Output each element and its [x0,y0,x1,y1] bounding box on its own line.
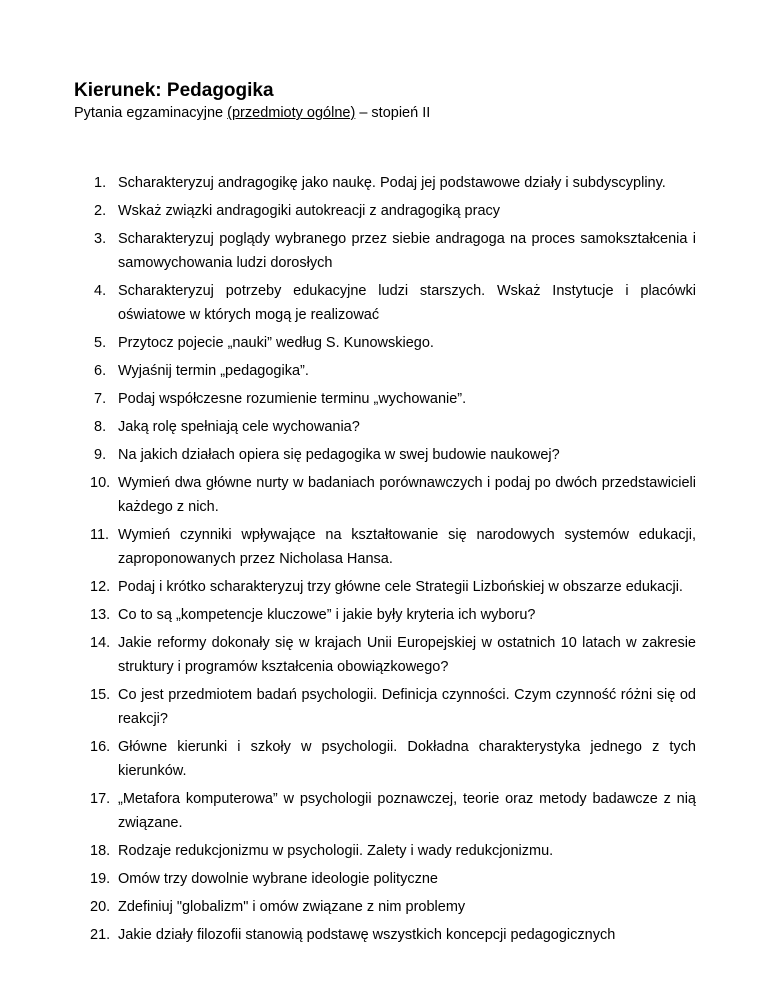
page-title: Kierunek: Pedagogika [74,80,274,101]
question-number: 21. [90,927,111,943]
question-item [0,735,768,783]
question-item [0,631,768,679]
question-text: Na jakich działach opiera się pedagogika w swej budowie naukowej? [118,447,560,463]
subtitle-degree-text: – stopień II [355,105,431,121]
question-number: 1. [94,175,107,191]
question-text: Podaj współczesne rozumienie terminu „wychowanie”. [118,391,467,407]
question-item [0,279,768,327]
question-number: 2. [94,203,107,219]
question-text: Wymień dwa główne nurty w badaniach porównawczych i podaj po dwóch przedstawicieli każdego z nich. [118,475,696,515]
question-number: 16. [90,739,111,755]
question-number: 19. [90,871,111,887]
question-item [0,227,768,275]
question-text: Co jest przedmiotem badań psychologii. Definicja czynności. Czym czynność różni się od reakcji? [118,687,696,727]
question-item [0,331,768,355]
question-text: Przytocz pojecie „nauki” według S. Kunowskiego. [118,335,434,351]
question-item [0,787,768,835]
question-item [0,523,768,571]
question-item [0,471,768,519]
question-item [0,683,768,731]
question-number: 17. [90,791,111,807]
question-text: Jakie działy filozofii stanowią podstawę wszystkich koncepcji pedagogicznych [118,927,616,943]
question-text: Wyjaśnij termin „pedagogika”. [118,363,309,379]
question-item [0,199,768,223]
question-number: 3. [94,231,107,247]
question-number: 14. [90,635,111,651]
question-text: Omów trzy dowolnie wybrane ideologie polityczne [118,871,438,887]
question-text: Scharakteryzuj poglądy wybranego przez siebie andragoga na proces samokształcenia i samowychowania ludzi dorosłych [118,231,696,271]
question-text: Wskaż związki andragogiki autokreacji z andragogiką pracy [118,203,501,219]
question-number: 10. [90,475,111,491]
question-number: 11. [90,527,110,543]
question-text: Główne kierunki i szkoły w psychologii. Dokładna charakterystyka jednego z tych kierunków. [118,739,696,779]
question-number: 18. [90,843,111,859]
page-subtitle [74,104,430,122]
question-item [0,603,768,627]
question-number: 9. [94,447,107,463]
question-number: 4. [94,283,107,299]
question-item [0,387,768,411]
question-item [0,575,768,599]
subtitle-text: Pytania egzaminacyjne [74,105,228,121]
question-number: 20. [90,899,111,915]
question-item [0,867,768,891]
question-item [0,923,768,947]
question-number: 15. [90,687,111,703]
question-number: 5. [94,335,107,351]
question-text: Zdefiniuj "globalizm" i omów związane z nim problemy [118,899,466,915]
question-text: Jakie reformy dokonały się w krajach Unii Europejskiej w ostatnich 10 latach w zakresie struktury i programów kształcenia obowiązkowego? [118,635,696,675]
question-item [0,839,768,863]
question-list [0,171,768,951]
question-item [0,895,768,919]
question-text: Rodzaje redukcjonizmu w psychologii. Zalety i wady redukcjonizmu. [118,843,554,859]
question-item [0,359,768,383]
question-text: Wymień czynniki wpływające na kształtowanie się narodowych systemów edukacji, zaproponowanych przez Nicholasa Hansa. [118,527,696,567]
question-item [0,171,768,195]
question-text: „Metafora komputerowa” w psychologii poznawczej, teorie oraz metody badawcze z nią związane. [118,791,696,831]
question-number: 7. [94,391,107,407]
question-text: Scharakteryzuj andragogikę jako naukę. Podaj jej podstawowe działy i subdyscypliny. [118,175,666,191]
question-text: Jaką rolę spełniają cele wychowania? [118,419,360,435]
question-item [0,415,768,439]
question-number: 12. [90,579,111,595]
question-item [0,443,768,467]
subtitle-underlined-text: (przedmioty ogólne) [227,105,356,121]
question-text: Podaj i krótko scharakteryzuj trzy główne cele Strategii Lizbońskiej w obszarze edukacji. [118,579,683,595]
question-number: 13. [90,607,111,623]
question-text: Co to są „kompetencje kluczowe” i jakie były kryteria ich wyboru? [118,607,536,623]
question-text: Scharakteryzuj potrzeby edukacyjne ludzi starszych. Wskaż Instytucje i placówki oświatowe w których mogą je realizować [118,283,696,323]
question-number: 8. [94,419,107,435]
question-number: 6. [94,363,107,379]
